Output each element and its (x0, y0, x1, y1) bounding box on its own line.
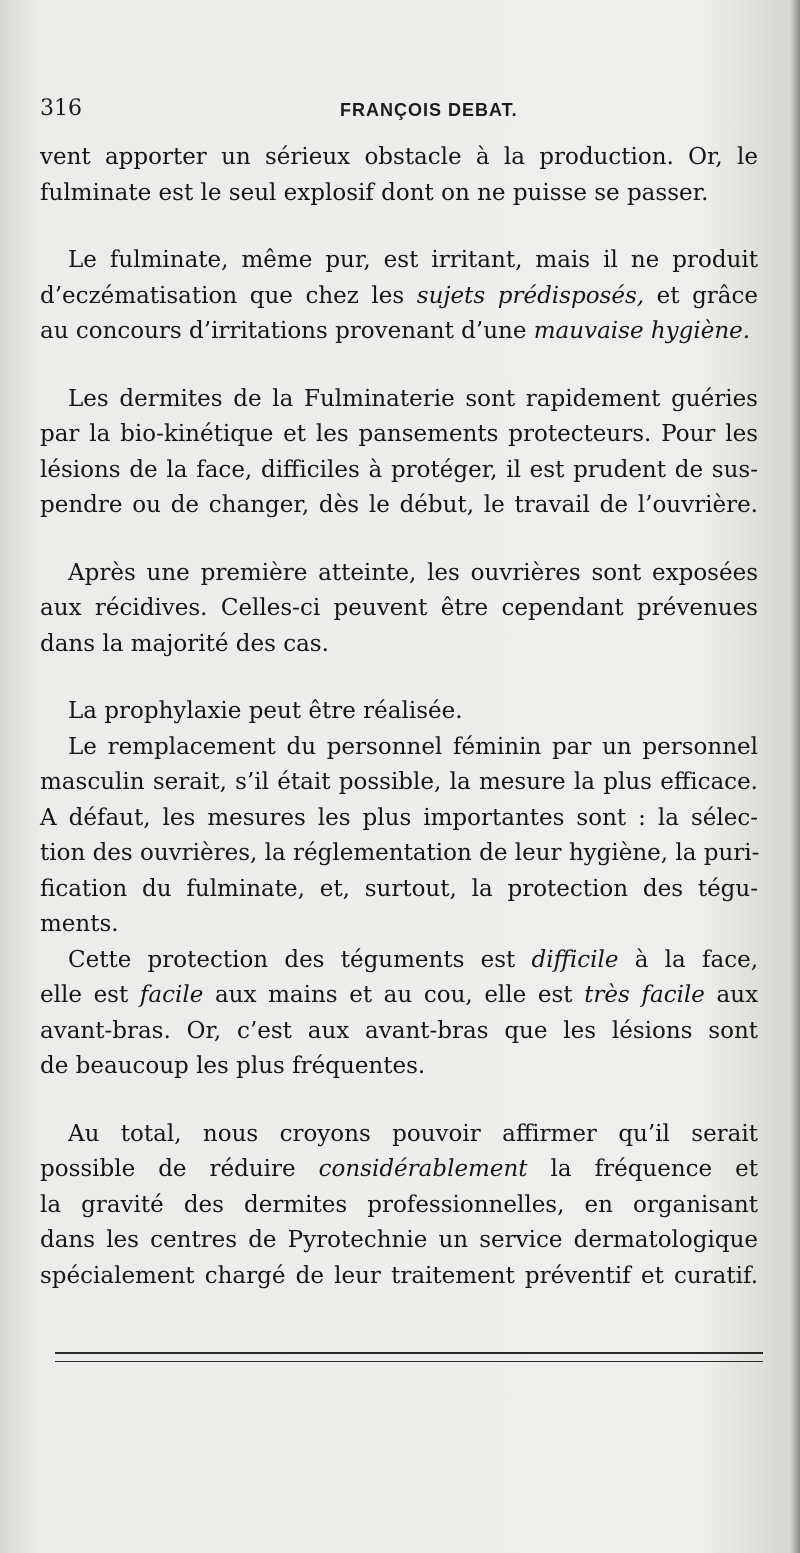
text-line: dans la majorité des cas. (40, 630, 329, 657)
text-run: possible de réduire (40, 1156, 296, 1182)
text-line: la gravité des dermites professionnelles, en organisant (40, 1191, 758, 1218)
text-line: aux récidives. Celles-ci peuvent être cependant prévenues (40, 595, 758, 621)
page-number: 316 (40, 96, 82, 121)
text-line: de beaucoup les plus fréquentes. (40, 1053, 426, 1079)
text-line: dans les centres de Pyrotechnie un service dermatologique (40, 1227, 758, 1253)
italic-text: considérablement (318, 1156, 528, 1182)
text-line: Après une première atteinte, les ouvrières sont exposées (68, 559, 758, 586)
text-line: par la bio-kinétique et les pansements protecteurs. Pour les (40, 421, 758, 447)
paragraph-gap (40, 662, 758, 694)
text-line: Le remplacement du personnel féminin par un personnel (68, 733, 758, 760)
text-run: et grâce (656, 282, 759, 309)
text-line: Les dermites de la Fulminaterie sont rapidement guéries (68, 385, 758, 412)
text-line: A défaut, les mesures les plus importantes sont : la sélec- (40, 804, 758, 831)
paragraph-gap (40, 350, 758, 382)
text-line: tion des ouvrières, la réglementation de leur hygiène, la puri- (40, 840, 760, 866)
text-run: la fréquence et (550, 1156, 758, 1182)
paragraph-gap (40, 524, 758, 556)
text-line (40, 279, 758, 315)
text-line: fication du fulminate, et, surtout, la protection des tégu- (40, 875, 758, 902)
italic-text: difficile (531, 946, 619, 973)
text-line: fulminate est le seul explosif dont on ne puisse se passer. (40, 179, 709, 206)
text-line (40, 943, 758, 979)
text-line: ments. (40, 911, 119, 937)
text-line (40, 314, 758, 350)
text-line: avant-bras. Or, c’est aux avant-bras que les lésions sont (40, 1017, 758, 1044)
text-run: d’eczématisation que chez les (40, 282, 405, 309)
paragraph-gap (40, 211, 758, 243)
text-run: Cette protection des téguments est (68, 946, 516, 973)
text-line: Au total, nous croyons pouvoir affirmer qu’il serait (68, 1120, 758, 1147)
text-run: aux mains et au cou, elle est (214, 982, 573, 1008)
page-edge-shadow (790, 0, 800, 1553)
body-text (40, 140, 758, 1294)
text-line (40, 978, 758, 1014)
running-head: FRANÇOIS DEBAT. (340, 100, 518, 120)
text-line: lésions de la face, difficiles à protéger, il est prudent de sus- (40, 456, 758, 483)
text-run: au concours d’irritations provenant d’une (40, 318, 527, 344)
text-line: Le fulminate, même pur, est irritant, mais il ne produit (68, 247, 758, 273)
page-header (40, 96, 760, 126)
end-rule-thin (55, 1361, 763, 1362)
paragraph-gap (40, 1085, 758, 1117)
text-run: aux (716, 982, 759, 1008)
text-line: spécialement chargé de leur traitement préventif et curatif. (40, 1262, 758, 1289)
italic-text: facile (139, 982, 204, 1008)
italic-text: sujets prédisposés, (416, 282, 645, 309)
text-run: elle est (40, 982, 129, 1008)
text-line: La prophylaxie peut être réalisée. (68, 698, 463, 724)
text-line: masculin serait, s’il était possible, la mesure la plus efficace. (40, 769, 758, 795)
italic-text: très facile (584, 982, 705, 1008)
text-line (40, 1152, 758, 1188)
end-rule-thick (55, 1352, 763, 1354)
text-run: à la face, (634, 946, 759, 973)
text-line: vent apporter un sérieux obstacle à la production. Or, le (40, 144, 758, 170)
italic-text: mauvaise hygiène. (533, 318, 751, 344)
text-line: pendre ou de changer, dès le début, le travail de l’ouvrière. (40, 492, 758, 518)
